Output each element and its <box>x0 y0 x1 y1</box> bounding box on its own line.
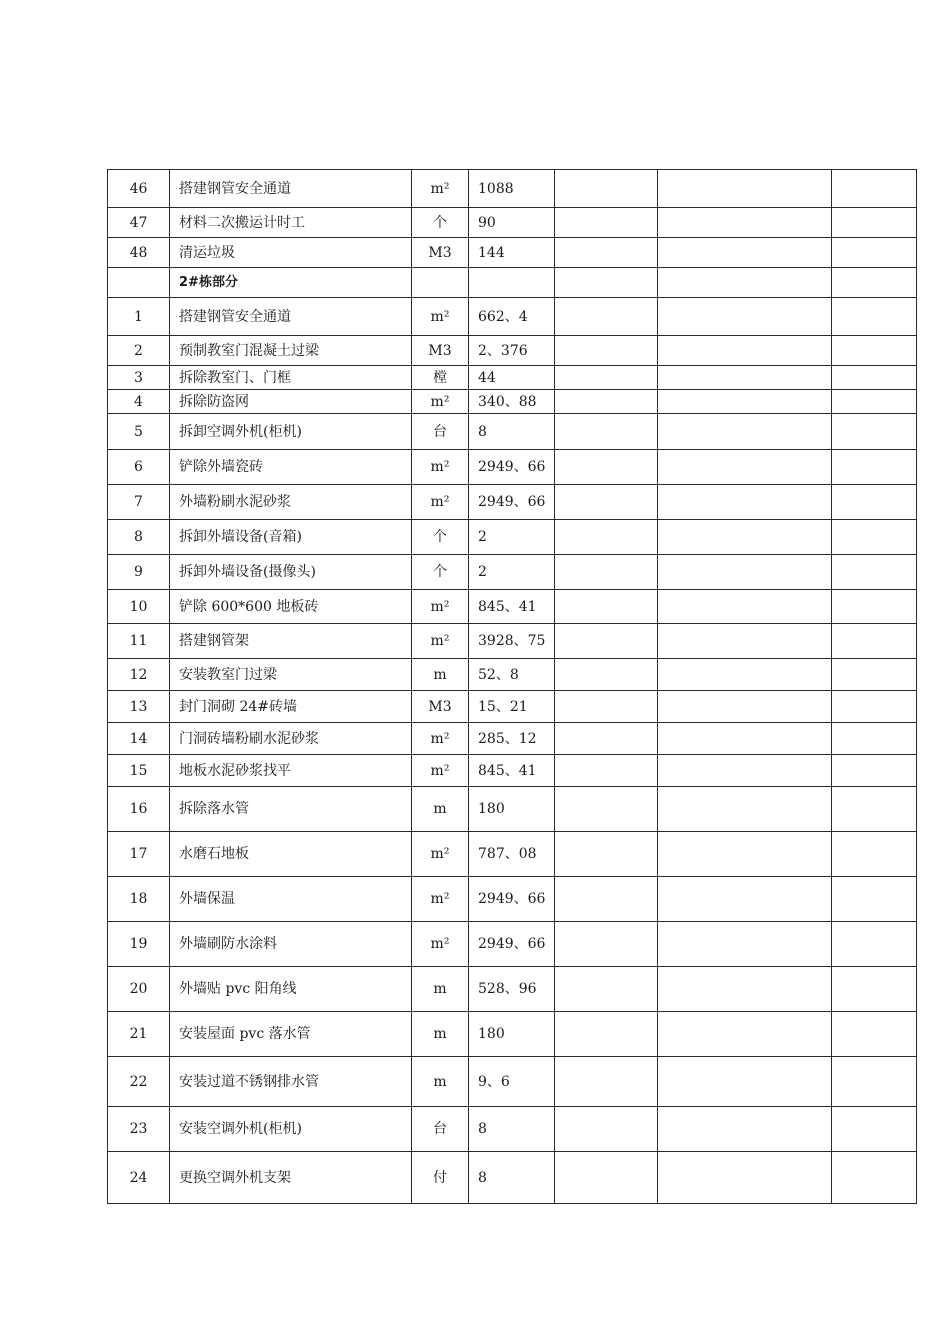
price-cell <box>555 691 658 723</box>
price-cell <box>555 590 658 624</box>
row-number: 12 <box>108 659 170 691</box>
remark-cell <box>832 590 917 624</box>
price-cell <box>555 922 658 967</box>
amount-cell <box>658 1107 832 1152</box>
item-unit: 台 <box>412 414 469 450</box>
item-unit: 个 <box>412 520 469 555</box>
amount-cell <box>658 590 832 624</box>
item-name: 材料二次搬运计时工 <box>170 208 412 238</box>
item-quantity: 8 <box>469 1107 555 1152</box>
amount-cell <box>658 624 832 659</box>
amount-cell <box>658 555 832 590</box>
item-name: 外墙粉刷水泥砂浆 <box>170 485 412 520</box>
amount-cell <box>658 723 832 755</box>
row-number: 19 <box>108 922 170 967</box>
table-row <box>108 520 917 555</box>
amount-cell <box>658 787 832 832</box>
item-quantity: 2949、66 <box>469 877 555 922</box>
item-name: 封门洞砌 24#砖墙 <box>170 691 412 723</box>
item-unit: m² <box>412 485 469 520</box>
amount-cell <box>658 832 832 877</box>
remark-cell <box>832 520 917 555</box>
amount-cell <box>658 485 832 520</box>
row-number: 48 <box>108 238 170 268</box>
item-name: 门洞砖墙粉刷水泥砂浆 <box>170 723 412 755</box>
item-quantity: 180 <box>469 1012 555 1057</box>
table-row <box>108 922 917 967</box>
row-number: 46 <box>108 170 170 208</box>
table-row <box>108 1107 917 1152</box>
amount-cell <box>658 520 832 555</box>
price-cell <box>555 1107 658 1152</box>
row-number: 2 <box>108 336 170 366</box>
remark-cell <box>832 723 917 755</box>
table-row <box>108 208 917 238</box>
table-row <box>108 366 917 390</box>
remark-cell <box>832 414 917 450</box>
remark-cell <box>832 298 917 336</box>
row-number: 7 <box>108 485 170 520</box>
item-quantity: 528、96 <box>469 967 555 1012</box>
amount-cell <box>658 366 832 390</box>
item-name: 清运垃圾 <box>170 238 412 268</box>
item-name: 外墙刷防水涂料 <box>170 922 412 967</box>
table-row <box>108 1152 917 1204</box>
table-row <box>108 555 917 590</box>
amount-cell <box>658 1152 832 1204</box>
item-unit: m² <box>412 298 469 336</box>
item-quantity: 787、08 <box>469 832 555 877</box>
row-number <box>108 268 170 298</box>
item-quantity: 44 <box>469 366 555 390</box>
table-row <box>108 590 917 624</box>
item-unit: m² <box>412 922 469 967</box>
item-unit: m <box>412 967 469 1012</box>
table-row <box>108 170 917 208</box>
amount-cell <box>658 170 832 208</box>
item-unit: m² <box>412 723 469 755</box>
item-unit: M3 <box>412 691 469 723</box>
amount-cell <box>658 414 832 450</box>
item-unit: m² <box>412 390 469 414</box>
item-unit: M3 <box>412 336 469 366</box>
table-row <box>108 624 917 659</box>
amount-cell <box>658 336 832 366</box>
price-cell <box>555 450 658 485</box>
item-name: 水磨石地板 <box>170 832 412 877</box>
row-number: 16 <box>108 787 170 832</box>
price-cell <box>555 832 658 877</box>
item-quantity <box>469 268 555 298</box>
section-row <box>108 268 917 298</box>
row-number: 17 <box>108 832 170 877</box>
row-number: 18 <box>108 877 170 922</box>
item-name: 拆卸外墙设备(音箱) <box>170 520 412 555</box>
remark-cell <box>832 832 917 877</box>
price-cell <box>555 298 658 336</box>
item-name: 铲除外墙瓷砖 <box>170 450 412 485</box>
item-unit: M3 <box>412 238 469 268</box>
table-row <box>108 390 917 414</box>
item-name: 2#栋部分 <box>170 268 412 298</box>
item-unit: 樘 <box>412 366 469 390</box>
remark-cell <box>832 485 917 520</box>
item-quantity: 662、4 <box>469 298 555 336</box>
item-name: 预制教室门混凝土过梁 <box>170 336 412 366</box>
item-name: 安装过道不锈钢排水管 <box>170 1057 412 1107</box>
amount-cell <box>658 390 832 414</box>
table-row <box>108 298 917 336</box>
row-number: 13 <box>108 691 170 723</box>
remark-cell <box>832 390 917 414</box>
amount-cell <box>658 1057 832 1107</box>
item-quantity: 340、88 <box>469 390 555 414</box>
item-name: 更换空调外机支架 <box>170 1152 412 1204</box>
remark-cell <box>832 450 917 485</box>
amount-cell <box>658 1012 832 1057</box>
item-unit: m² <box>412 877 469 922</box>
amount-cell <box>658 877 832 922</box>
remark-cell <box>832 691 917 723</box>
row-number: 4 <box>108 390 170 414</box>
item-quantity: 15、21 <box>469 691 555 723</box>
table-row <box>108 485 917 520</box>
item-unit: m² <box>412 624 469 659</box>
item-unit: m² <box>412 450 469 485</box>
remark-cell <box>832 170 917 208</box>
item-quantity: 2949、66 <box>469 922 555 967</box>
table-row <box>108 450 917 485</box>
amount-cell <box>658 208 832 238</box>
item-quantity: 8 <box>469 1152 555 1204</box>
item-name: 拆卸外墙设备(摄像头) <box>170 555 412 590</box>
row-number: 21 <box>108 1012 170 1057</box>
item-name: 安装空调外机(柜机) <box>170 1107 412 1152</box>
item-quantity: 2949、66 <box>469 450 555 485</box>
table-row <box>108 877 917 922</box>
item-quantity: 2 <box>469 555 555 590</box>
price-cell <box>555 390 658 414</box>
remark-cell <box>832 208 917 238</box>
item-name: 拆除防盗网 <box>170 390 412 414</box>
table-row <box>108 967 917 1012</box>
item-quantity: 845、41 <box>469 755 555 787</box>
price-cell <box>555 1152 658 1204</box>
item-quantity: 845、41 <box>469 590 555 624</box>
amount-cell <box>658 659 832 691</box>
item-name: 搭建钢管安全通道 <box>170 298 412 336</box>
item-quantity: 8 <box>469 414 555 450</box>
price-cell <box>555 170 658 208</box>
remark-cell <box>832 967 917 1012</box>
price-cell <box>555 555 658 590</box>
remark-cell <box>832 659 917 691</box>
table-row <box>108 755 917 787</box>
item-quantity: 180 <box>469 787 555 832</box>
item-unit: m² <box>412 170 469 208</box>
price-cell <box>555 336 658 366</box>
amount-cell <box>658 922 832 967</box>
item-unit: m <box>412 787 469 832</box>
table-row <box>108 1057 917 1107</box>
item-name: 搭建钢管架 <box>170 624 412 659</box>
item-quantity: 1088 <box>469 170 555 208</box>
price-cell <box>555 755 658 787</box>
amount-cell <box>658 268 832 298</box>
remark-cell <box>832 336 917 366</box>
price-cell <box>555 1012 658 1057</box>
row-number: 20 <box>108 967 170 1012</box>
row-number: 11 <box>108 624 170 659</box>
amount-cell <box>658 691 832 723</box>
row-number: 24 <box>108 1152 170 1204</box>
price-cell <box>555 485 658 520</box>
amount-cell <box>658 238 832 268</box>
item-quantity: 90 <box>469 208 555 238</box>
item-unit: m <box>412 1012 469 1057</box>
item-unit: m <box>412 1057 469 1107</box>
price-cell <box>555 787 658 832</box>
remark-cell <box>832 366 917 390</box>
amount-cell <box>658 298 832 336</box>
row-number: 10 <box>108 590 170 624</box>
item-unit: 个 <box>412 208 469 238</box>
row-number: 47 <box>108 208 170 238</box>
price-cell <box>555 208 658 238</box>
price-cell <box>555 877 658 922</box>
amount-cell <box>658 967 832 1012</box>
amount-cell <box>658 755 832 787</box>
price-cell <box>555 1057 658 1107</box>
item-unit: m² <box>412 590 469 624</box>
price-cell <box>555 414 658 450</box>
item-name: 外墙贴 pvc 阳角线 <box>170 967 412 1012</box>
item-quantity: 52、8 <box>469 659 555 691</box>
remark-cell <box>832 624 917 659</box>
amount-cell <box>658 450 832 485</box>
remark-cell <box>832 922 917 967</box>
row-number: 6 <box>108 450 170 485</box>
item-quantity: 2949、66 <box>469 485 555 520</box>
item-name: 铲除 600*600 地板砖 <box>170 590 412 624</box>
remark-cell <box>832 787 917 832</box>
remark-cell <box>832 268 917 298</box>
remark-cell <box>832 1057 917 1107</box>
item-unit: 付 <box>412 1152 469 1204</box>
item-unit: m <box>412 659 469 691</box>
row-number: 9 <box>108 555 170 590</box>
item-unit: m² <box>412 832 469 877</box>
price-cell <box>555 967 658 1012</box>
item-unit <box>412 268 469 298</box>
item-name: 外墙保温 <box>170 877 412 922</box>
table-row <box>108 238 917 268</box>
price-cell <box>555 659 658 691</box>
remark-cell <box>832 877 917 922</box>
table-body <box>108 170 917 1204</box>
table-row <box>108 832 917 877</box>
row-number: 14 <box>108 723 170 755</box>
item-name: 拆卸空调外机(柜机) <box>170 414 412 450</box>
item-name: 搭建钢管安全通道 <box>170 170 412 208</box>
item-name: 拆除教室门、门框 <box>170 366 412 390</box>
item-name: 拆除落水管 <box>170 787 412 832</box>
table-row <box>108 336 917 366</box>
price-cell <box>555 268 658 298</box>
row-number: 5 <box>108 414 170 450</box>
price-cell <box>555 624 658 659</box>
table-row <box>108 659 917 691</box>
item-name: 安装屋面 pvc 落水管 <box>170 1012 412 1057</box>
remark-cell <box>832 1107 917 1152</box>
item-unit: 台 <box>412 1107 469 1152</box>
item-quantity: 285、12 <box>469 723 555 755</box>
row-number: 8 <box>108 520 170 555</box>
item-quantity: 2 <box>469 520 555 555</box>
table-row <box>108 787 917 832</box>
row-number: 22 <box>108 1057 170 1107</box>
quantity-table <box>107 169 917 1204</box>
remark-cell <box>832 1152 917 1204</box>
row-number: 15 <box>108 755 170 787</box>
price-cell <box>555 366 658 390</box>
item-quantity: 9、6 <box>469 1057 555 1107</box>
remark-cell <box>832 238 917 268</box>
item-unit: 个 <box>412 555 469 590</box>
row-number: 23 <box>108 1107 170 1152</box>
table-row <box>108 414 917 450</box>
price-cell <box>555 238 658 268</box>
table-row <box>108 723 917 755</box>
remark-cell <box>832 755 917 787</box>
remark-cell <box>832 1012 917 1057</box>
item-quantity: 3928、75 <box>469 624 555 659</box>
price-cell <box>555 520 658 555</box>
item-unit: m² <box>412 755 469 787</box>
item-quantity: 144 <box>469 238 555 268</box>
row-number: 3 <box>108 366 170 390</box>
table-row <box>108 691 917 723</box>
row-number: 1 <box>108 298 170 336</box>
remark-cell <box>832 555 917 590</box>
table-row <box>108 1012 917 1057</box>
item-quantity: 2、376 <box>469 336 555 366</box>
item-name: 地板水泥砂浆找平 <box>170 755 412 787</box>
item-name: 安装教室门过梁 <box>170 659 412 691</box>
price-cell <box>555 723 658 755</box>
